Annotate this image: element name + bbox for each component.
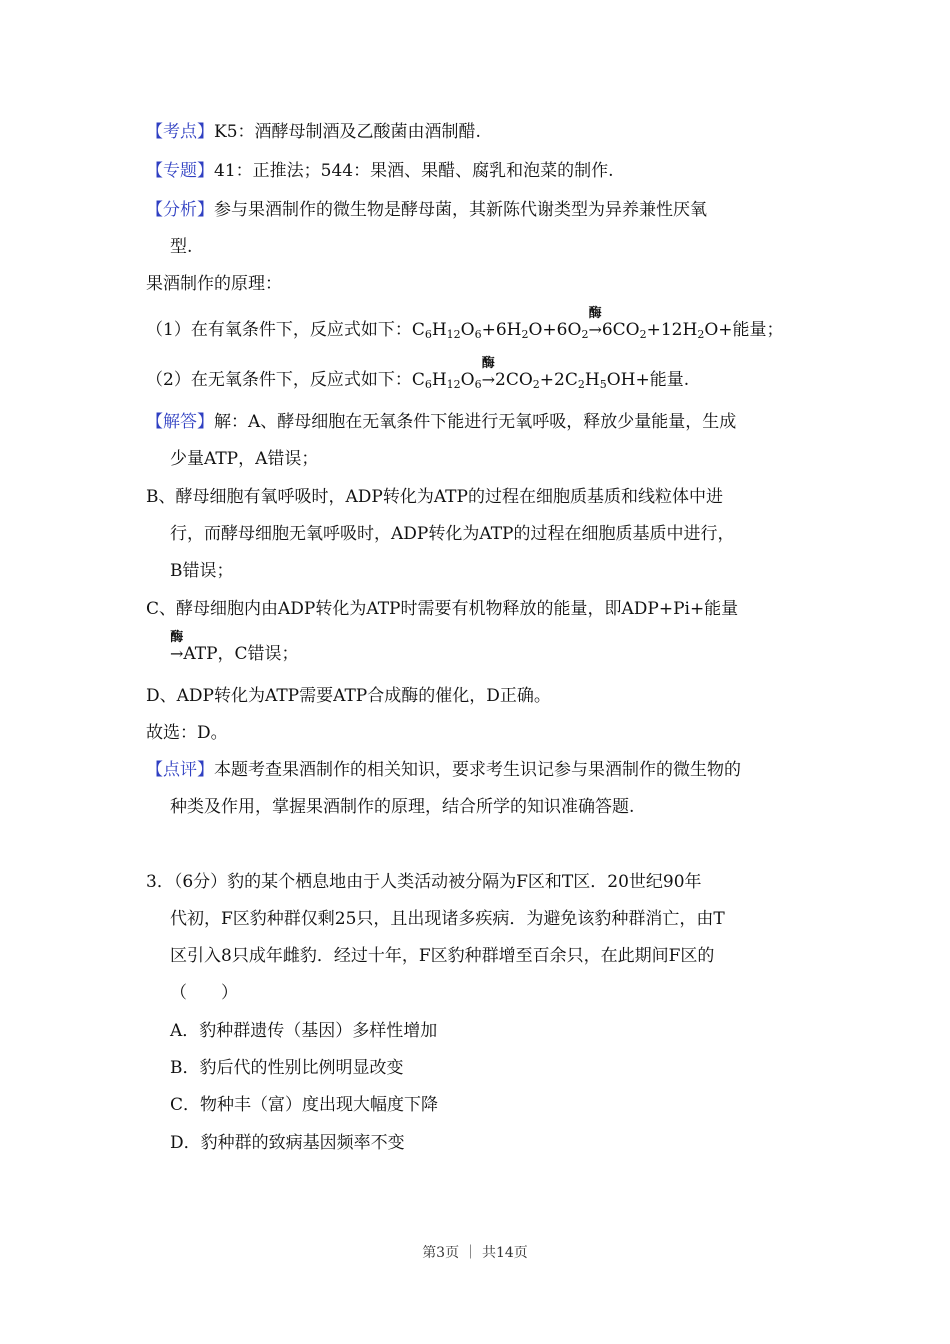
page-footer: 第3页 ｜ 共14页 (422, 1245, 528, 1261)
eq2-product-4: OH+能量. (606, 370, 690, 390)
fenxi-text-1: 参与果酒制作的微生物是酵母菌，其新陈代谢类型为异养兼性厌氧 (214, 200, 707, 220)
principle-title: 果酒制作的原理： (146, 274, 282, 294)
answer-line: 故选：D。 (146, 723, 228, 743)
kaodian-tag: 【考点】 (146, 122, 214, 142)
dianping-tag: 【点评】 (146, 760, 214, 780)
enzyme-arrow (481, 356, 496, 392)
eq1-prefix: （1）在有氧条件下，反应式如下： (146, 320, 412, 340)
arrow-icon: → (170, 644, 184, 663)
eq1-product-1: 6CO (601, 320, 640, 340)
question3-line4: （ ） (170, 983, 238, 1003)
jieda-d1: D、ADP转化为ATP需要ATP合成酶的催化，D正确。 (146, 686, 551, 706)
question3-line1: 3．（6分）豹的某个栖息地由于人类活动被分隔为F区和T区．20世纪90年 (146, 872, 702, 892)
equation-aerobic: （1）在有氧条件下，反应式如下：$C_6H_{12}O_6+6H_2O+6O_2$ 酶 $\to 6CO_2+12H_2O+$能量； (146, 306, 784, 341)
fenxi-line (146, 198, 707, 222)
jieda-c2: ATP，C错误； (183, 644, 299, 664)
question3-line2: 代初，F区豹种群仅剩25只，且出现诸多疾病．为避免该豹种群消亡，由T (170, 909, 725, 929)
kaodian-line (146, 120, 481, 144)
kaodian-text: K5：酒酵母制酒及乙酸菌由酒制醋. (214, 122, 481, 142)
zhuanti-text: 41：正推法；544：果酒、果醋、腐乳和泡菜的制作. (214, 161, 614, 181)
equation-anaerobic: （2）在无氧条件下，反应式如下：$C_6H_{12}O_6$ 酶 $\to 2CO_2+2C_2H_5OH+$能量. (146, 356, 690, 391)
dianping-line (146, 758, 741, 782)
option-b[interactable]: B．豹后代的性别比例明显改变 (170, 1058, 404, 1078)
jieda-tag: 【解答】 (146, 412, 214, 432)
arrow-icon: → (481, 370, 496, 389)
eq2-prefix: （2）在无氧条件下，反应式如下： (146, 370, 412, 390)
jieda-c2-line (170, 630, 299, 666)
enzyme-label: 酶 (170, 630, 184, 645)
jieda-b1: B、酵母细胞有氧呼吸时，ADP转化为ATP的过程在细胞质基质和线粒体中进 (146, 487, 723, 507)
eq2-product-2: +2C (539, 370, 578, 390)
jieda-c1: C、酵母细胞内由ADP转化为ATP时需要有机物释放的能量，即ADP+Pi+能量 (146, 599, 739, 619)
fenxi-tag: 【分析】 (146, 200, 214, 220)
option-d[interactable]: D．豹种群的致病基因频率不变 (170, 1133, 405, 1153)
jieda-b2: 行，而酵母细胞无氧呼吸时，ADP转化为ATP的过程在细胞质基质中进行， (170, 524, 735, 544)
enzyme-arrow (170, 630, 184, 666)
dianping-text-1: 本题考查果酒制作的相关知识，要求考生识记参与果酒制作的微生物的 (214, 760, 741, 780)
jieda-a2: 少量ATP，A错误； (170, 449, 319, 469)
dianping-text-2: 种类及作用，掌握果酒制作的原理，结合所学的知识准确答题. (170, 797, 635, 817)
eq2-product-1: 2CO (495, 370, 533, 390)
jieda-b3: B错误； (170, 561, 234, 581)
jieda-a1: 解：A、酵母细胞在无氧条件下能进行无氧呼吸，释放少量能量，生成 (214, 412, 737, 432)
enzyme-arrow (588, 306, 602, 342)
eq1-product-2: +12H (646, 320, 698, 340)
arrow-icon: → (588, 320, 602, 339)
eq1-product-3: O+能量； (704, 320, 784, 340)
option-a[interactable]: A．豹种群遗传（基因）多样性增加 (170, 1021, 438, 1041)
question3-line3: 区引入8只成年雌豹．经过十年，F区豹种群增至百余只，在此期间F区的 (170, 946, 715, 966)
fenxi-text-2: 型. (170, 237, 193, 257)
eq2-product-3: H (584, 370, 600, 390)
enzyme-label: 酶 (481, 356, 495, 371)
option-c[interactable]: C．物种丰（富）度出现大幅度下降 (170, 1095, 439, 1115)
zhuanti-line (146, 159, 613, 183)
jieda-line-a1 (146, 410, 736, 434)
zhuanti-tag: 【专题】 (146, 161, 214, 181)
enzyme-label: 酶 (588, 306, 602, 321)
